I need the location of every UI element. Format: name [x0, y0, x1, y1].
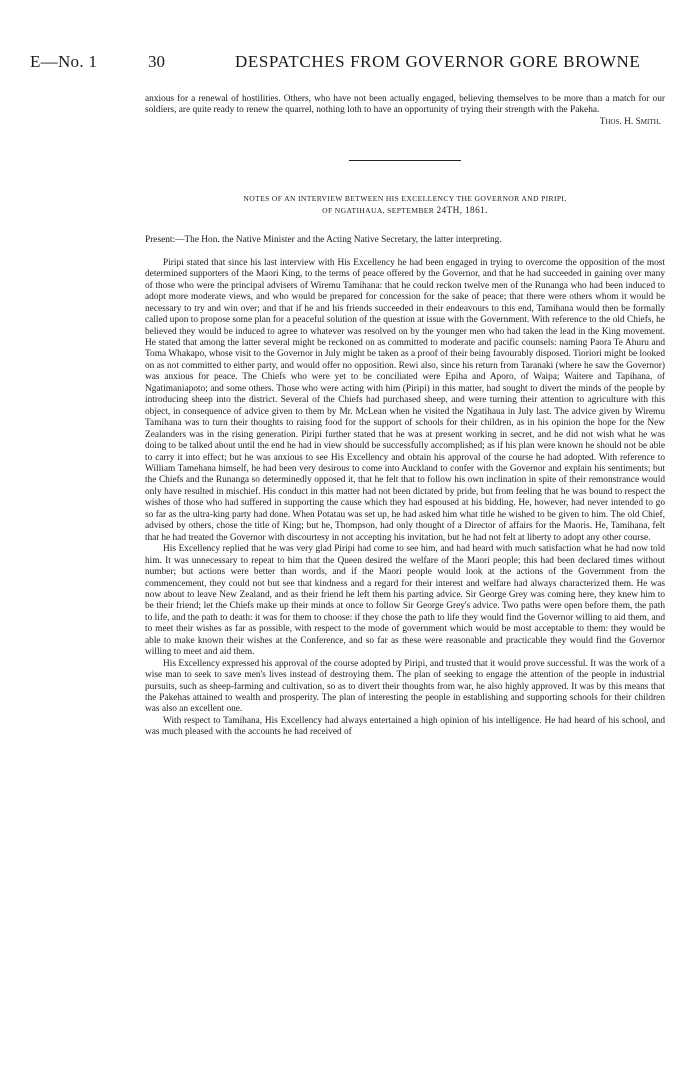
notes-heading-place: OF NGATIHAUA, SEPTEMBER [322, 206, 435, 216]
paragraph-excellency-reply: His Excellency replied that he was very glad Piripi had come to see him, and had heard with much satisfaction what he had now told him. It was unnecessary to repeat to him that the Queen desired the welfare of the Maori people; this had been declared times without number; but actions were better than words, and if the Maori people would look at the actions of the Government from the commencement, they could not but see that kindness and a regard for their interest and welfare had always characterized them. He was now about to leave New Zealand, and as their friend he left them his parting advice. Sir George Grey was coming here, they knew him to be their friend; let the Chiefs make up their minds at once to follow Sir George Grey's advice. Two paths were open before them, the path to life, and the path to death: it was for them to choose: if they chose the path to life they would find the Governor willing to aid them, and to meet their wishes as far as possible, with respect to the mode of government which would be most acceptable to them: they would be able to make known their wishes at the Conference, and so far as these were reasonable and practicable they would find the Governor willing to meet and aid them. [145, 544, 665, 658]
signature: Thos. H. Smith. [599, 116, 661, 127]
continuation-paragraph: anxious for a renewal of hostilities. Others, who have not been actually engaged, believing themselves to be more than a match for our soldiers, are quite ready to renew the quarrel, nothing loth to have an opportunity of trying their strength with the Pakeha. [145, 94, 665, 116]
document-reference: E—No. 1 [30, 52, 98, 71]
page-number: 30 [148, 52, 165, 71]
present-line: Present:—The Hon. the Native Minister and the Acting Native Secretary, the latter interpreting. [145, 235, 502, 246]
running-title: DESPATCHES FROM GOVERNOR GORE BROWNE [235, 52, 641, 71]
notes-heading-date: 24TH, 1861. [436, 206, 488, 217]
page-body [145, 94, 665, 739]
notes-heading [145, 193, 665, 217]
paragraph-tamihana: With respect to Tamihana, His Excellency had always entertained a high opinion of his intelligence. He had heard of his school, and was much pleased with the accounts he had received of [145, 715, 665, 738]
page-header [30, 52, 670, 76]
notes-heading-line-1: NOTES OF AN INTERVIEW BETWEEN HIS EXCELLENCY THE GOVERNOR AND PIRIPI, [243, 194, 567, 204]
notes-heading-line-2 [145, 205, 665, 217]
section-divider [349, 160, 461, 161]
paragraph-excellency-approval: His Excellency expressed his approval of the course adopted by Piripi, and trusted that it would prove successful. It was the work of a wise man to seek to save men's lives instead of destroying them. The plan of seeking to engage the attention of the people in industrial pursuits, such as sheep-farming and cultivation, so as to divert their thoughts from war, he also highly approved. It was by this means that the Pakehas attained to wealth and prosperity. The plan of interesting the people in establishing and supporting schools for their children was also an excellent one. [145, 658, 665, 715]
paragraph-piripi-statement: Piripi stated that since his last interview with His Excellency he had been engaged in trying to overcome the opposition of the most determined supporters of the Maori King, to the terms of peace offered by the Governor, and that he had succeeded in gaining over many of those who were the principal advisers of Wiremu Tamihana: that he could reckon twelve men of the Runanga who had been induced to adopt more moderate views, and who would be prepared for concession for the sake of peace; that there were others whom it would be necessary to try and win over; and that if he and his friends succeeded in their endeavours to this end, Tamihana would then be formally called upon to propose some plan for a peaceful solution of the question at issue with the Government. With reference to the old Chiefs, he believed they would be induced to agree to whatever was resolved on by the younger men who had taken the lead in the King movement. He stated that among the latter several might be reckoned on as committed to moderate and pacific counsels: naming Paora Te Ahuru and Toma Whakapo, whose visit to the Governor in July might be taken as a proof of their being favourably disposed. Tioriori might be looked on as not committed to either party, and would offer no opposition. Rewi also, since his return from Taranaki (where he saw the Governor) was anxious for peace. The Chiefs who were yet to be conciliated were Epiha and Aporo, of Waipa; Waitere and Tapihana, of Ngatimaniapoto; and some others. Those who were acting with him (Piripi) in this matter, had sought to divert the minds of the people by introducing sheep into the district. Several of the Chiefs had purchased sheep, and were turning their attention to agriculture with this object, in consequence of advice given to them by Mr. McLean when he visited the Ngatihaua in July last. The advice given by Wiremu Tamihana was to turn their thoughts to raising food for the support of schools for their children, as in his opinion the hope for the New Zealanders was in the rising generation. Piripi further stated that he was at present working in secret, and he did not wish what he was doing to be talked about until the end he had in view should be successfully accomplished; as if his plan were known he should not be able to carry it into effect; but he was anxious to see His Excellency and obtain his approval of the course he had adopted. With reference to William Tamehana himself, he had been very desirous to come into Auckland to confer with the Governor and explain his sentiments; but the Chiefs and the Runanga so determinedly opposed it, that he felt that to follow his own inclination in spite of their remonstrance would only have resulted in mischief. His conduct in this matter had not been dictated by pride, but from feeling that he was bound to respect the wishes of those who had suffered in supporting the cause which they had espoused at his bidding. He, however, had never intended to go so far as the ultra-king party had done. When Potatau was set up, he had asked him what title he wished to be given to him. The old Chief, advised by others, chose the title of King; but he, Thompson, had only thought of a Director of affairs for the Maoris. He, Tamihana, felt that he had treated the Governor with discourtesy in not accepting his invitation, but he had not felt at liberty to adopt any other course. [145, 257, 665, 543]
